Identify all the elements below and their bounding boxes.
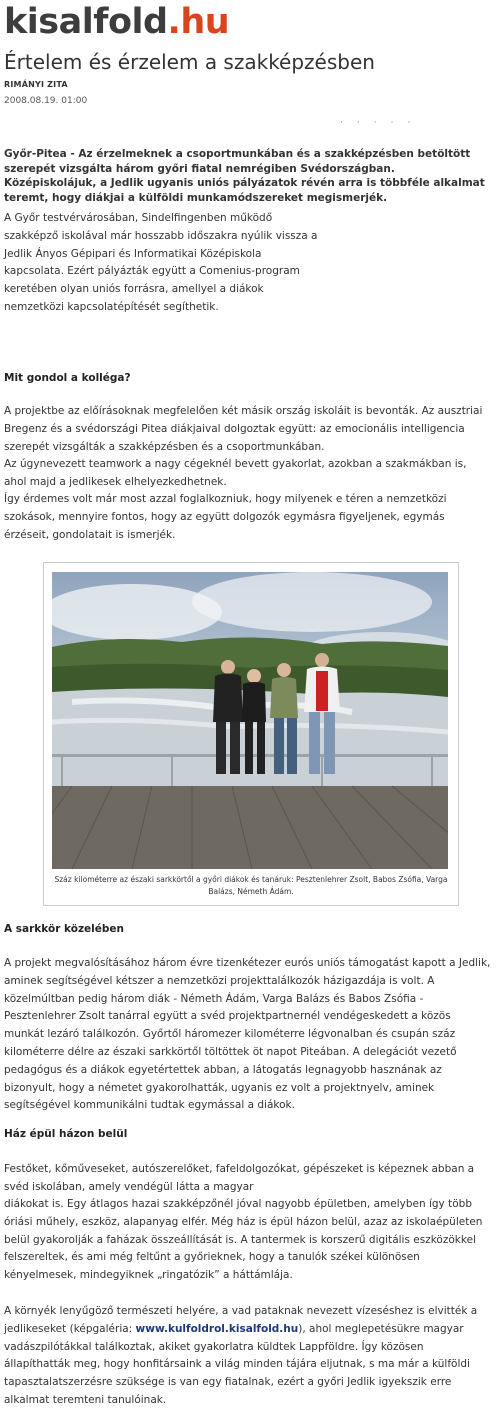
logo-text-main: kisalfold	[4, 2, 168, 42]
article-title: Értelem és érzelem a szakképzésben	[4, 50, 375, 74]
article-lead: Győr-Pitea - Az érzelmeknek a csoportmunkában és a szakképzésben betöltött szerepét vizsgálta három győri fiatal nemrégiben Svédországban. Középiskolájuk, a Jedlik ugyanis uniós pályázatok révén arra is többféle alkalmat teremt, hogy diákjai a külföldi munkamódszereket megismerjék.	[4, 148, 485, 204]
logo-text-tld: hu	[180, 2, 230, 42]
section-heading-kollega: Mit gondol a kolléga?	[4, 372, 131, 384]
paragraph-text: A környék lenyűgöző természeti helyére, a vad pataknak nevezett vízeséshez is elvitték a jedlikeseket (képgaléria:	[4, 1305, 478, 1335]
paragraph: A projekt megvalósításához három évre tizenkétezer eurós uniós támogatást kapott a Jedlik, aminek segítségével kétszer a nemzetközi projekttalálkozók házigazdája is volt. A közelmúltban pedig három diák - Németh Ádám, Varga Balázs és Babos Zsófia - Pesztenlehrer Zsolt tanárral együtt a svéd projektpartnernél vendégeskedett a közös munkát lezáró találkozón. Győrtől háromezer kilométerre légvonalban és csupán száz kilométerre délre az északi sarkkörtől töltöttek öt napot Piteában. A delegációt vezető pedagógus és a diákok egyetértettek abban, a látogatás legnagyobb hasznának az bizonyult, hogy a németet gyakorolhatták, ugyanis ez volt a projektnyelv, aminek segítségével kommunikálni tudtak egymással a diákok.	[4, 957, 491, 1112]
gallery-link[interactable]: www.kulfoldrol.kisalfold.hu	[135, 1322, 299, 1335]
article-author: RIMÁNYI ZITA	[4, 80, 68, 89]
article-intro: A Győr testvérvárosában, Sindelfingenben működő szakképző iskolával már hosszabb időszakra nyúlik vissza a Jedlik Ányos Gépipari és Informatikai Középiskola kapcsolata. Ezért pályázták együtt a Comenius-program keretében olyan uniós forrásra, amellyel a diákok nemzetközi kapcsolatépítését segíthetik.	[4, 212, 318, 313]
photo-figure	[43, 562, 459, 906]
paragraph: Festőket, kőműveseket, autószerelőket, fafeldolgozókat, gépészeket is képeznek abban a svéd iskolában, amely vendégül látta a magyar	[4, 1163, 475, 1193]
person-3	[270, 663, 298, 774]
section-heading-sarkkor: A sarkkör közelében	[4, 923, 125, 935]
photo-caption: Száz kilométerre az északi sarkkörtől a győri diákok és tanáruk: Pesztenlehrer Zsolt, Babos Zsófia, Varga Balázs, Németh Ádám.	[54, 875, 448, 896]
paragraph: Így érdemes volt már most azzal foglalkozniuk, hogy milyenek e téren a nemzetközi szokások, mennyire fontos, hogy az együtt dolgozók egymásra figyeljenek, egymás érzéseit, gondolatait is ismerjék.	[4, 493, 447, 541]
paragraph-with-link	[4, 1303, 492, 1410]
paragraph: A projektbe az előírásoknak megfelelően két másik ország iskoláit is bevonták. Az ausztriai Bregenz és a svédországi Pitea diákjaival dolgoztak együtt: az emocionális intelligencia szerepét vizsgálták a szakképzésben és a csoportmunkában.	[4, 405, 483, 453]
paragraph: diákokat is. Egy átlagos hazai szakképzőnél jóval nagyobb épületben, amelyben így több óriási műhely, eszköz, alapanyag elfér. Még ház is épül házon belül, azaz az iskolaépületen belül gyakorolják a faházak összeállítását is. A tantermek is korszerű digitális eszközökkel felszereltek, és ami még feltűnt a győrieknek, hogy a tanulók székei különösen kényelmesek, mindegyiknek „ringatózik” a háttámlája.	[4, 1198, 483, 1282]
article-date: 2008.08.19. 01:00	[4, 96, 88, 106]
paragraph-text: ), ahol meglepetésükre magyar vadászpilótákkal találkoztak, akiket gyakorlatra küldtek Lappföldre. Így közösen állapíthatták meg, hogy honfitársaink a világ minden tájára eljutnak, s ma már a külföldi tapasztalatszerzésre szüksége is van egy fiatalnak, ezért a győri Jedlik igyekszik erre alkalmat teremteni tanulóinak.	[4, 1322, 470, 1406]
group-photo-image[interactable]	[52, 572, 448, 869]
section-heading-haz: Ház épül házon belül	[4, 1128, 128, 1140]
toolbar-dots: ·····	[340, 118, 425, 128]
site-logo[interactable]	[4, 2, 229, 42]
paragraph: Az úgynevezett teamwork a nagy cégeknél bevett gyakorlat, azokban a szakmákban is, ahol majd a jedlikesek elhelyezkedhetnek.	[4, 458, 467, 488]
logo-dot: .	[167, 2, 181, 42]
